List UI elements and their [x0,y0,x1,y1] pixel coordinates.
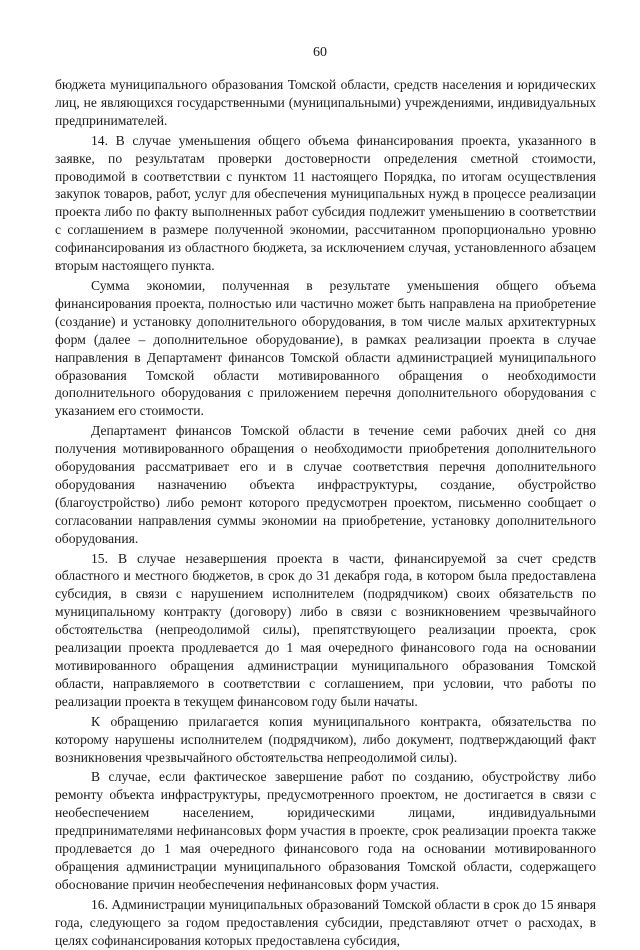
paragraph-attachment: К обращению прилагается копия муниципального контракта, обязательства по которому нарушены исполнителем (подрядчиком), либо документ, подтверждающий факт возникновения чрезвычайного обстоятельства непреодолимой силы). [55,713,596,765]
paragraph-continuation: бюджета муниципального образования Томской области, средств населения и юридических лиц, не являющихся государственными (муниципальными) учреждениями, индивидуальных предпринимателей. [55,77,596,128]
page-number: 60 [313,45,327,60]
paragraph-savings-amount: Сумма экономии, полученная в результате уменьшения общего объема финансирования проекта, полностью или частично может быть направлена на приобретение (создание) и установку дополнительного оборудования, в том числе малых архитектурных форм (далее – дополнительное оборудование), в рамках реализации проекта в случае направления в Департамент финансов Томской области администрацией муниципального образования Томской области мотивированного обращения о необходимости дополнительного оборудования с приложением перечня дополнительного оборудования с указанием его стоимости. [55,277,596,419]
paragraph-non-financial-participation: В случае, если фактическое завершение работ по созданию, обустройству либо ремонту объекта инфраструктуры, предусмотренного проектом, не достигается в связи с необеспечением населением, юридическими лицами, индивидуальными предпринимателями нефинансовых форм участия в проекте, срок реализации проекта также продлевается до 1 мая очередного финансового года на основании мотивированного обращения администрации муниципального образования Томской области, содержащего обоснование причин необеспечения нефинансовых форм участия. [55,769,596,892]
paragraph-clause-14: 14. В случае уменьшения общего объема финансирования проекта, указанного в заявке, по результатам проверки достоверности определения сметной стоимости, проводимой в соответствии с пунктом 11 настоящего Порядка, по итогам осуществления закупок товаров, работ, услуг для обеспечения муниципальных нужд в процессе реализации проекта либо по факту выполненных работ субсидия подлежит уменьшению в соответствии с соглашением в размере полученной экономии, рассчитанном пропорционально уровню софинансирования из областного бюджета, за исключением случая, установленного абзацем вторым настоящего пункта. [55,132,596,274]
body-text [55,76,596,950]
paragraph-finance-department: Департамент финансов Томской области в течение семи рабочих дней со дня получения мотивированного обращения о необходимости приобретения дополнительного оборудования рассматривает его и в случае соответствия перечня дополнительного оборудования назначению объекта инфраструктуры, создание, обустройство (благоустройство) либо ремонт которого предусмотрен проектом, письменно сообщает о согласовании направления суммы экономии на приобретение, установку дополнительного оборудования. [55,423,596,546]
paragraph-clause-15: 15. В случае незавершения проекта в части, финансируемой за счет средств областного и местного бюджетов, в срок до 31 декабря года, в котором была предоставлена субсидия, в связи с нарушением исполнителем (подрядчиком) своих обязательств по муниципальному контракту (договору) либо в связи с возникновением чрезвычайного обстоятельства (непреодолимой силы), препятствующего реализации проекта, срок реализации проекта продлевается до 1 мая очередного финансового года на основании мотивированного обращения администрации муниципального образования Томской области, направляемого в соответствии с соглашением, при условии, что работы по реализации проекта в текущем финансовом году были начаты. [55,550,596,709]
paragraph-clause-16: 16. Администрации муниципальных образований Томской области в срок до 15 января года, следующего за годом предоставления субсидии, представляют отчет о расходах, в целях софинансирования которых предоставлена субсидия, [55,896,596,948]
